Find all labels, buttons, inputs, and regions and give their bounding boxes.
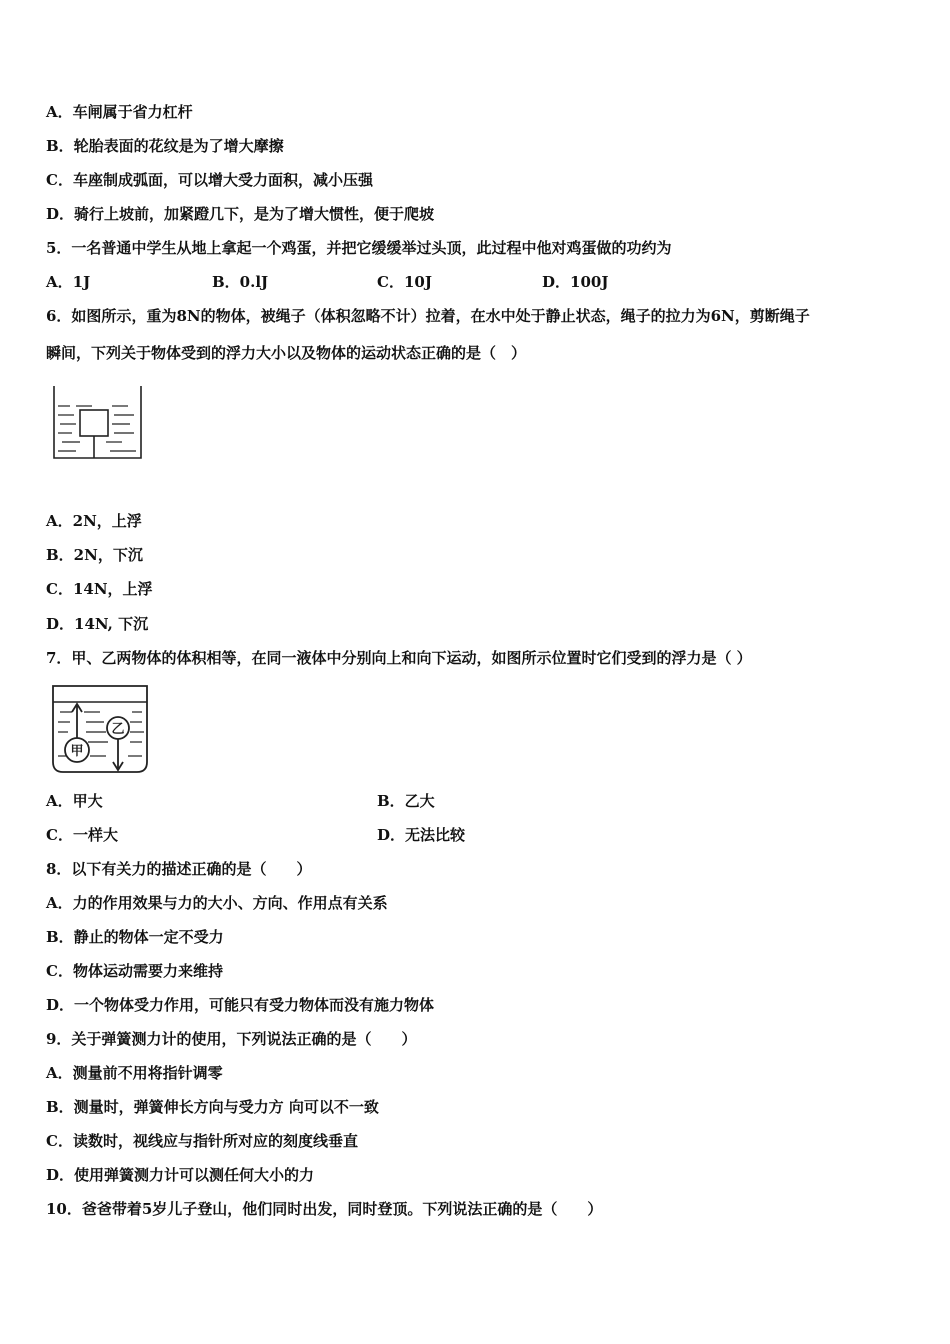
- q6-option-c: C．14N，上浮: [46, 580, 153, 598]
- q8-stem: 8．以下有关力的描述正确的是（ ）: [46, 860, 312, 878]
- q4-option-d: D．骑行上坡前，加紧蹬几下，是为了增大惯性，便于爬坡: [46, 205, 435, 223]
- q7-option-c: C．一样大: [46, 826, 118, 844]
- q9-stem: 9．关于弹簧测力计的使用，下列说法正确的是（ ）: [46, 1030, 417, 1048]
- q7-label-jia: 甲: [70, 744, 84, 759]
- q5-option-d: D．100J: [542, 273, 609, 291]
- q6-option-d: D．14N, 下沉: [46, 615, 149, 633]
- q6-stem-line1: 6．如图所示，重为8N的物体，被绳子（体积忽略不计）拉着，在水中处于静止状态，绳子的拉力为6N，剪断绳子: [46, 307, 810, 325]
- q4-option-c: C．车座制成弧面，可以增大受力面积，减小压强: [46, 171, 373, 189]
- q9-option-d: D．使用弹簧测力计可以测任何大小的力: [46, 1166, 315, 1184]
- q8-option-b: B．静止的物体一定不受力: [46, 928, 224, 946]
- q6-block: [80, 410, 108, 436]
- q5-stem: 5．一名普通中学生从地上拿起一个鸡蛋，并把它缓缓举过头顶，此过程中他对鸡蛋做的功约为: [46, 239, 672, 257]
- q4-option-a: A．车闸属于省力杠杆: [46, 103, 193, 121]
- q6-figure-container-diagram: [50, 384, 146, 464]
- q5-option-b: B．0.lJ: [212, 273, 269, 291]
- q10-stem: 10．爸爸带着5岁儿子登山，他们同时出发，同时登顶。下列说法正确的是（ ）: [46, 1200, 603, 1218]
- q6-stem-line2: 瞬间，下列关于物体受到的浮力大小以及物体的运动状态正确的是（ ）: [46, 344, 527, 362]
- q7-stem: 7．甲、乙两物体的体积相等，在同一液体中分别向上和向下运动，如图所示位置时它们受到的浮力是（ ）: [46, 649, 752, 667]
- q4-option-b: B．轮胎表面的花纹是为了增大摩擦: [46, 137, 284, 155]
- q5-option-c: C．10J: [377, 273, 432, 291]
- q7-container: [53, 686, 147, 772]
- q7-option-b: B．乙大: [377, 792, 435, 810]
- q6-option-a: A．2N，上浮: [46, 512, 142, 530]
- q8-option-a: A．力的作用效果与力的大小、方向、作用点有关系: [46, 894, 388, 912]
- q8-option-c: C．物体运动需要力来维持: [46, 962, 223, 980]
- q7-option-d: D．无法比较: [377, 826, 466, 844]
- q5-option-a: A．1J: [46, 273, 91, 291]
- q7-label-yi: 乙: [111, 722, 125, 737]
- q9-option-b: B．测量时，弹簧伸长方向与受力方 向可以不一致: [46, 1098, 379, 1116]
- q9-option-c: C．读数时，视线应与指针所对应的刻度线垂直: [46, 1132, 358, 1150]
- q7-option-a: A．甲大: [46, 792, 103, 810]
- q7-figure-diagram: [50, 684, 150, 776]
- q8-option-d: D．一个物体受力作用，可能只有受力物体而没有施力物体: [46, 996, 435, 1014]
- q9-option-a: A．测量前不用将指针调零: [46, 1064, 223, 1082]
- q6-option-b: B．2N，下沉: [46, 546, 143, 564]
